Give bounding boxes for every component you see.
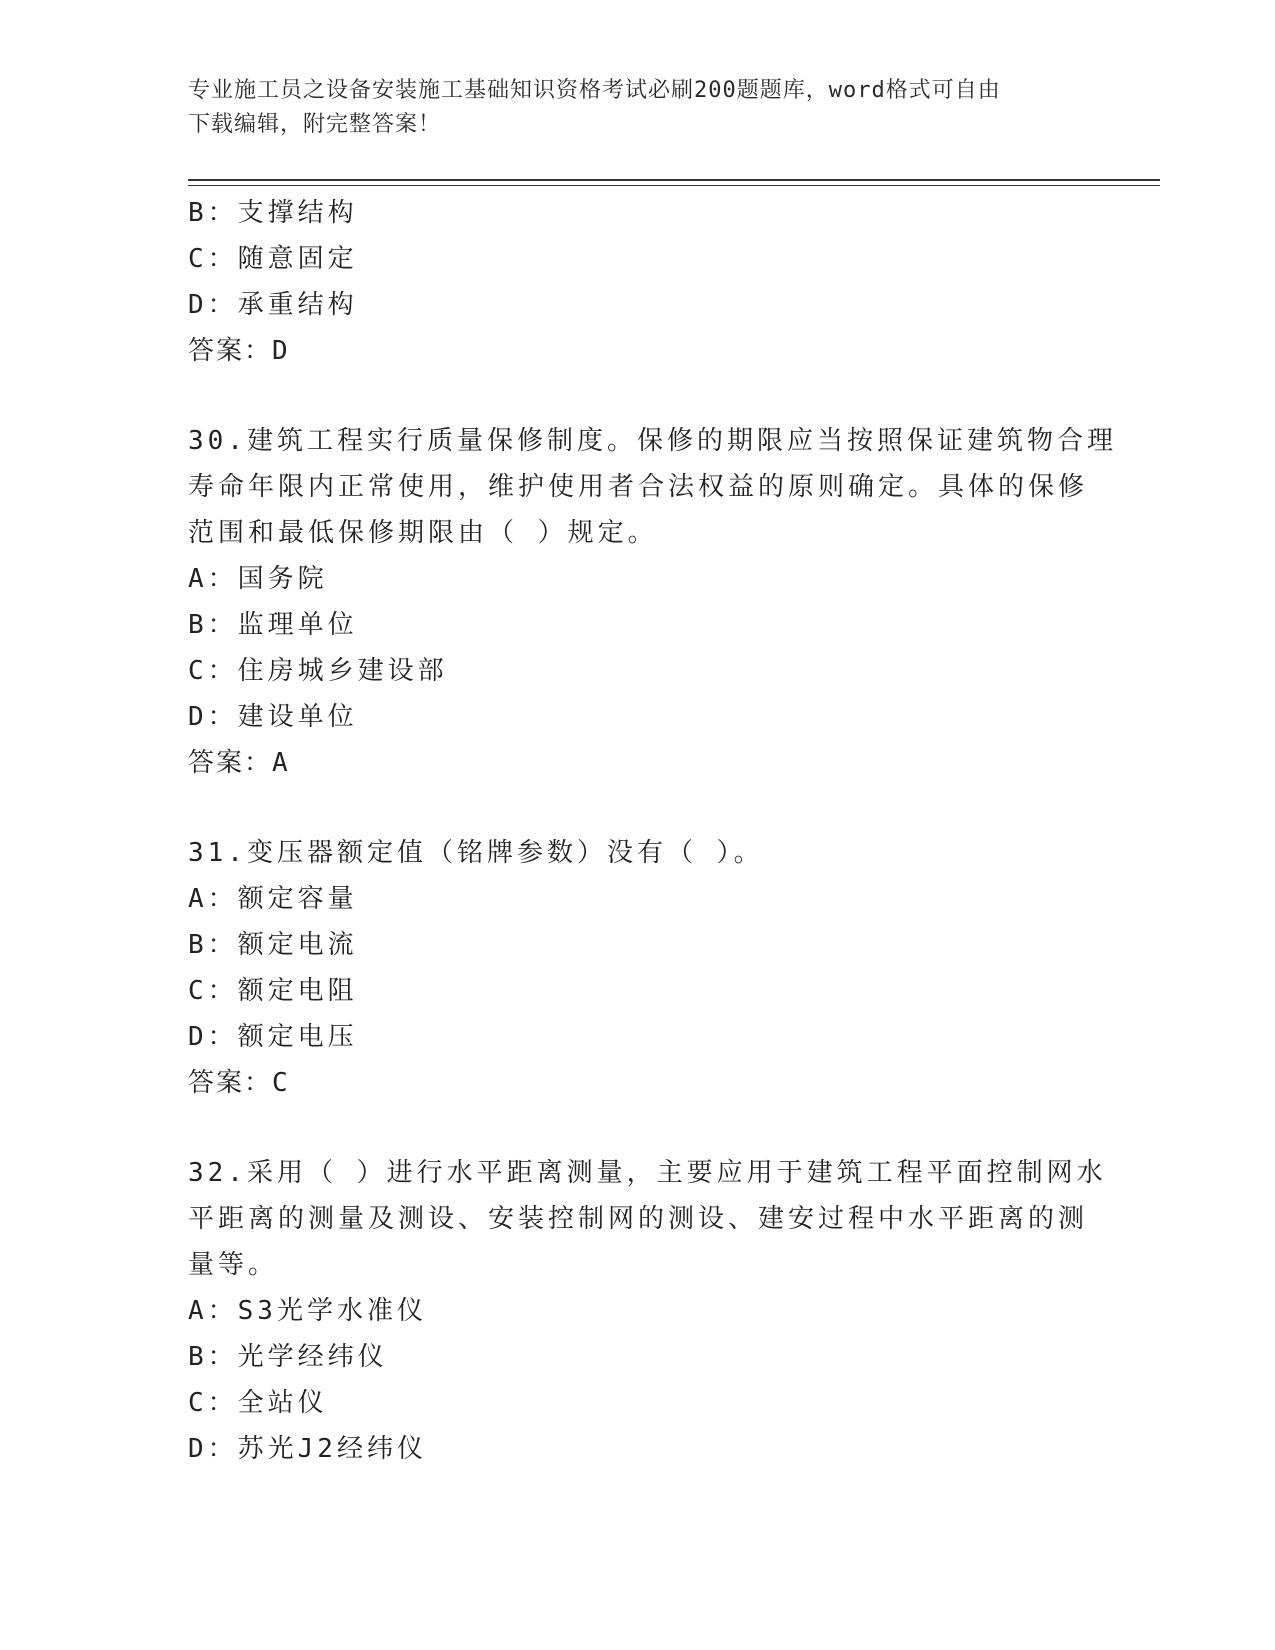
header-rule-thick	[188, 179, 1160, 181]
option-d: D：苏光J2经纬仪	[188, 1434, 427, 1464]
question-stem-line: 寿命年限内正常使用，维护使用者合法权益的原则确定。具体的保修	[188, 472, 1089, 502]
question-stem-line: 31.变压器额定值（铭牌参数）没有（ ）。	[188, 838, 764, 868]
option-a: A：额定容量	[188, 884, 358, 914]
question-30	[188, 418, 1117, 786]
header-rule-thin	[188, 185, 1160, 186]
option-d: D：承重结构	[188, 290, 358, 320]
option-a: A：S3光学水准仪	[188, 1296, 427, 1326]
option-b: B：额定电流	[188, 930, 358, 960]
answer: 答案：A	[188, 748, 290, 778]
question-31	[188, 830, 1088, 1106]
question-29-tail	[188, 190, 1088, 374]
question-stem-line: 平距离的测量及测设、安装控制网的测设、建安过程中水平距离的测	[188, 1204, 1089, 1234]
question-stem-line: 32.采用（ ）进行水平距离测量，主要应用于建筑工程平面控制网水	[188, 1158, 1107, 1188]
question-stem-line: 范围和最低保修期限由（ ）规定。	[188, 518, 658, 548]
option-c: C：随意固定	[188, 244, 358, 274]
question-stem-line: 30.建筑工程实行质量保修制度。保修的期限应当按照保证建筑物合理	[188, 426, 1117, 456]
answer: 答案：D	[188, 336, 290, 366]
header-line-1: 专业施工员之设备安装施工基础知识资格考试必刷200题题库，word格式可自由	[188, 78, 1001, 103]
option-b: B：监理单位	[188, 610, 358, 640]
option-d: D：额定电压	[188, 1022, 358, 1052]
question-list	[188, 190, 1117, 1472]
option-b: B：支撑结构	[188, 198, 358, 228]
option-d: D：建设单位	[188, 702, 358, 732]
option-a: A：国务院	[188, 564, 328, 594]
option-c: C：住房城乡建设部	[188, 656, 448, 686]
document-header	[188, 74, 1068, 142]
question-stem-line: 量等。	[188, 1250, 279, 1280]
question-32	[188, 1150, 1107, 1472]
option-c: C：额定电阻	[188, 976, 358, 1006]
answer: 答案：C	[188, 1068, 290, 1098]
header-line-2: 下载编辑，附完整答案！	[188, 112, 442, 137]
option-c: C：全站仪	[188, 1388, 328, 1418]
option-b: B：光学经纬仪	[188, 1342, 388, 1372]
